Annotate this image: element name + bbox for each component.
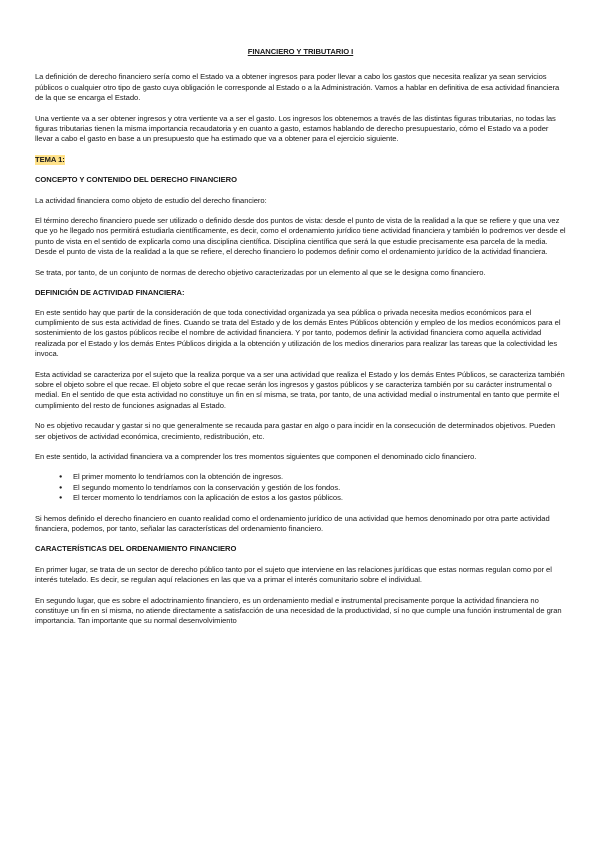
body-paragraph: Esta actividad se caracteriza por el sujeto que la realiza porque va a ser una actividad que realiza el Estado y los demás Entes Públicos, se caracteriza también sobre el objeto sobre el que recae. El objeto sobre el que recae serán los ingresos y gastos públicos y se caracteriza también por su carácter instrumental o medial. En el sentido de que esta actividad no constituye un fin en sí misma, se trata, por tanto, de una actividad medial o instrumental en tanto que permite el cumplimiento del resto de funciones asignadas al Estado. — [35, 369, 565, 410]
intro-paragraph: La definición de derecho financiero sería como el Estado va a obtener ingresos para poder llevar a cabo los gastos que necesita realizar ya sean servicios públicos o cualquier otro tipo de gasto cuya obligación le corresponde al Estado o a la Administración. Vamos a hablar en definitiva de esa actividad financiera de la que se encarga el Estado. — [35, 72, 560, 103]
intro-paragraph: Una vertiente va a ser obtener ingresos y otra vertiente va a ser el gasto. Los ingresos los obtenemos a través de las distintas figuras tributarias, no todas las figuras tributarias tienen la misma importancia recaudatoria y en cuanto a gasto, estamos hablando de derecho presupuestario, cómo el Estado va a poder llevar a cabo el gasto en base a un presupuesto que ha estimado que va a obtener para el ejercicio siguiente. — [35, 113, 556, 144]
section-heading: CARACTERÍSTICAS DEL ORDENAMIENTO FINANCIERO — [35, 544, 237, 554]
body-paragraph: En segundo lugar, que es sobre el adoctrinamiento financiero, es un ordenamiento medial e instrumental precisamente porque la actividad financiera no constituye un fin en sí misma, no atiende directamente a satisfacción de una necesidad de la productividad, sí no que cumple una función instrumental de gran importancia. Tan importante que su normal desenvolvimiento — [35, 595, 562, 626]
section-subheading: La actividad financiera como objeto de estudio del derecho financiero: — [35, 195, 267, 205]
section-heading: CONCEPTO Y CONTENIDO DEL DERECHO FINANCIERO — [35, 175, 237, 185]
tema-label: TEMA 1: — [35, 154, 65, 164]
bullet-list — [35, 472, 566, 503]
list-item: ● El tercer momento lo tendríamos con la aplicación de estos a los gastos públicos. — [73, 493, 566, 503]
body-paragraph: En primer lugar, se trata de un sector de derecho público tanto por el sujeto que interviene en las relaciones jurídicas que estas normas regulan como por el interés tutelado. Es decir, se regulan aquí relaciones en las que va a primar el interés comunitario sobre el individual. — [35, 564, 552, 585]
body-paragraph: En este sentido, la actividad financiera va a comprender los tres momentos siguientes que componen el denominado ciclo financiero. — [35, 451, 477, 461]
document-title: FINANCIERO Y TRIBUTARIO I — [247, 47, 354, 56]
body-paragraph: No es objetivo recaudar y gastar si no que generalmente se recauda para gastar en algo o para incidir en la consecución de determinados objetivos. Pueden ser objetivos de actividad económica, crecimiento, redistribución, etc. — [35, 421, 556, 441]
body-paragraph: Si hemos definido el derecho financiero en cuanto realidad como el ordenamiento jurídico de una actividad que hemos denominado por otra parte actividad financiera, podemos, por tanto, señalar las características del ordenamiento financiero. — [35, 513, 550, 533]
body-paragraph: Se trata, por tanto, de un conjunto de normas de derecho objetivo caracterizadas por un elemento al que se le designa como financiero. — [35, 267, 486, 277]
list-item: ● El primer momento lo tendríamos con la obtención de ingresos. — [73, 472, 566, 482]
body-paragraph: El término derecho financiero puede ser utilizado o definido desde dos puntos de vista: desde el punto de vista de la realidad a la que se refiere y que una vez que yo he llegado nos permitirá estudiarla científicamente, es decir, como el ordenamiento jurídico tiene actividad financiera y también lo podremos ver desde el punto de vista en el sentido de explicarla como una disciplina científica. Disciplina científica que será la que estudie precisamente esa parcela de la media. Desde el punto de vista de la realidad a la que se refiere, el derecho financiero lo podemos definir como el ordenamiento jurídico de la actividad financiera. — [35, 216, 566, 257]
section-heading: DEFINICIÓN DE ACTIVIDAD FINANCIERA: — [35, 288, 185, 298]
body-paragraph: En este sentido hay que partir de la consideración de que toda conectividad organizada ya sea pública o privada necesita medios económicos para el cumplimiento de sus esta actividad de fines. Cuando se trata del Estado y de los demás Entes Públicos obtención y empleo de los medios económicos para el sostenimiento de los gastos públicos recibe el nombre de actividad financiera. Y por tanto, podemos definir la actividad financiera como aquella actividad realizada por el Estado y los demás Entes Públicos dirigida a la obtención y utilización de los medios dinerarios para realizar las tareas que la colectividad les invoca. — [35, 307, 561, 359]
list-item: ● El segundo momento lo tendríamos con la conservación y gestión de los fondos. — [73, 483, 566, 493]
